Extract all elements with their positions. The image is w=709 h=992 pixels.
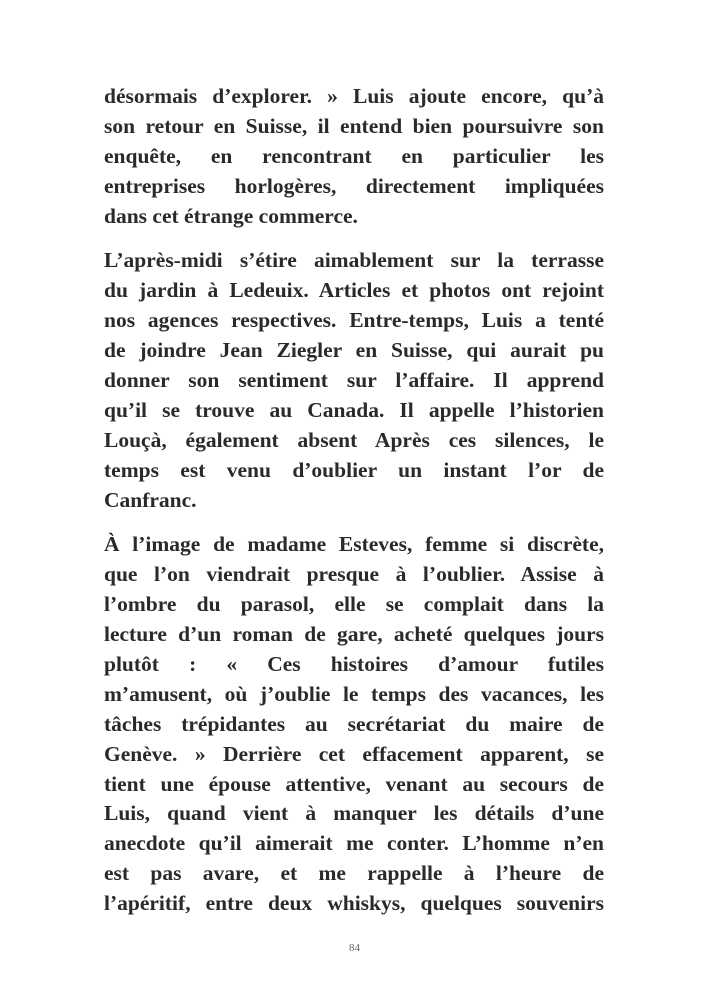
paragraph-3 (104, 530, 604, 919)
text-line: plutôt : « Ces histoires d’amour futiles (104, 652, 604, 677)
text-line: m’amusent, où j’oublie le temps des vacances, les (104, 681, 604, 706)
text-line: L’après-midi s’étire aimablement sur la terrasse (104, 248, 604, 273)
text-line: l’apéritif, entre deux whiskys, quelques souvenirs (104, 891, 604, 916)
text-line: anecdote qu’il aimerait me conter. L’homme n’en (104, 831, 604, 856)
text-line: de joindre Jean Ziegler en Suisse, qui aurait pu (104, 338, 604, 363)
text-line: donner son sentiment sur l’affaire. Il apprend (104, 368, 604, 393)
text-line: tient une épouse attentive, venant au secours de (104, 771, 604, 796)
text-line: Luis, quand vient à manquer les détails d’une (104, 801, 604, 826)
text-line: son retour en Suisse, il entend bien poursuivre son (104, 113, 604, 138)
text-line: désormais d’explorer. » Luis ajoute encore, qu’à (104, 84, 604, 108)
body-text (104, 82, 604, 919)
text-line: que l’on viendrait presque à l’oublier. Assise à (104, 562, 604, 587)
text-line: l’ombre du parasol, elle se complait dans la (104, 592, 604, 617)
text-line: entreprises horlogères, directement impliquées (104, 173, 604, 198)
page-number: 84 (349, 942, 360, 954)
text-line: tâches trépidantes au secrétariat du maire de (104, 711, 604, 736)
text-line: dans cet étrange commerce. (104, 203, 358, 228)
text-line: Genève. » Derrière cet effacement apparent, se (104, 741, 604, 766)
paragraph-2 (104, 246, 604, 515)
text-line: est pas avare, et me rappelle à l’heure de (104, 861, 604, 886)
text-line: nos agences respectives. Entre-temps, Luis a tenté (104, 308, 604, 333)
text-line: enquête, en rencontrant en particulier les (104, 143, 604, 168)
text-line: temps est venu d’oublier un instant l’or de (104, 457, 604, 482)
text-line: lecture d’un roman de gare, acheté quelques jours (104, 622, 604, 647)
text-line: qu’il se trouve au Canada. Il appelle l’historien (104, 397, 604, 422)
text-line: Canfranc. (104, 487, 197, 512)
text-line: du jardin à Ledeuix. Articles et photos ont rejoint (104, 278, 604, 303)
paragraph-1 (104, 82, 604, 231)
text-line: Louçà, également absent Après ces silences, le (104, 427, 604, 452)
text-line: À l’image de madame Esteves, femme si discrète, (104, 532, 604, 557)
